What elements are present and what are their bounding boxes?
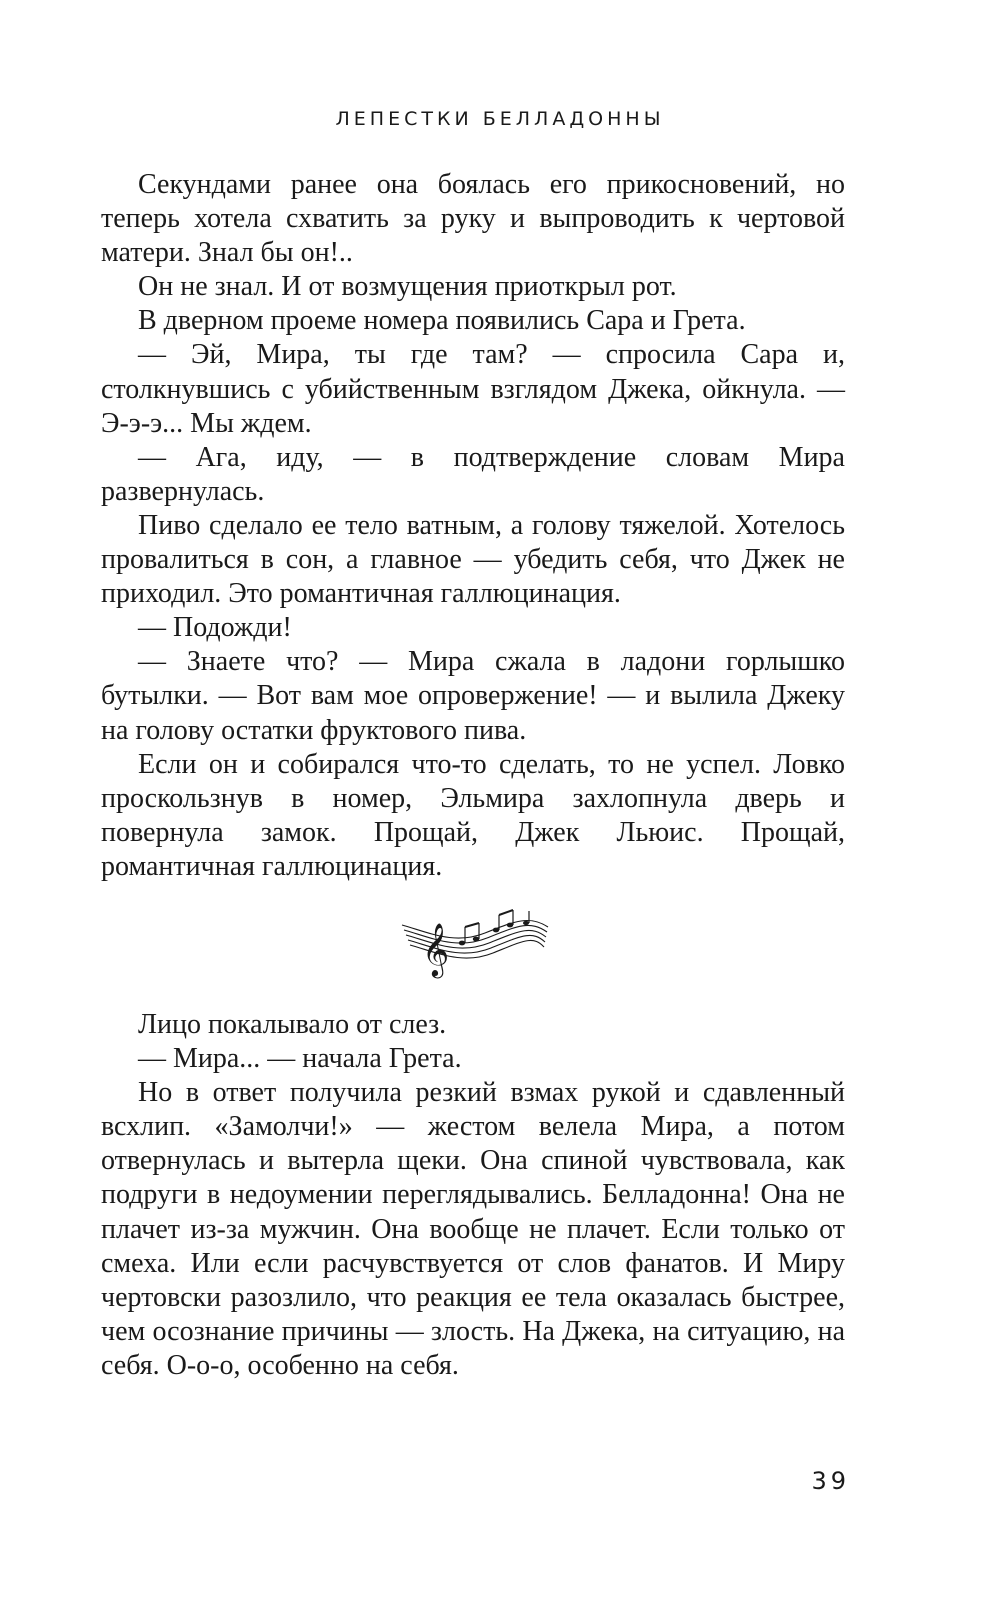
running-head-title: ЛЕПЕСТКИ БЕЛЛАДОННЫ — [335, 108, 665, 130]
text-section-2 — [101, 1008, 845, 1383]
paragraph: — Ага, иду, — в подтверждение словам Мира развернулась. — [101, 441, 845, 507]
paragraph: Лицо покалывало от слез. — [138, 1009, 447, 1040]
paragraph: Но в ответ получила резкий взмах рукой и сдавленный всхлип. «Замолчи!» — жестом велела Мира, а потом отвернулась и вытерла щеки. Она спиной чувствовала, как подруги в недоумении переглядывались. Белладонна! Она не плачет из-за мужчин. Она вообще не плачет. Если только от смеха. Или если расчувствуется от слов фанатов. И Миру чертовски разозлило, что реакция ее тела оказалась быстрее, чем осознание причины — злость. На Джека, на ситуацию, на себя. О-о-о, особенно на себя. — [101, 1077, 845, 1381]
paragraph: Он не знал. И от возмущения приоткрыл рот. — [138, 271, 677, 303]
paragraph: Секундами ранее она боялась его прикосновений, но теперь хотела схватить за руку и выпроводить к чертовой матери. Знал бы он!.. — [101, 169, 845, 269]
treble-clef-music-staff-icon — [400, 903, 550, 983]
svg-text:𝄞: 𝄞 — [422, 922, 450, 976]
text-section-1 — [101, 168, 845, 884]
paragraph: — Знаете что? — Мира сжала в ладони горлышко бутылки. — Вот вам мое опровержение! — и вылила Джеку на голову остатки фруктового пива. — [101, 646, 845, 746]
paragraph: Если он и собирался что-то сделать, то не успел. Ловко проскользнув в номер, Эльмира захлопнула дверь и повернула замок. Прощай, Джек Льюис. Прощай, романтичная галлюцинация. — [101, 748, 845, 882]
paragraph: Пиво сделало ее тело ватным, а голову тяжелой. Хотелось провалиться в сон, а главное — убедить себя, что Джек не приходил. Это романтичная галлюцинация. — [101, 509, 845, 610]
paragraph: В дверном проеме номера появились Сара и Грета. — [138, 305, 746, 337]
paragraph: — Мира... — начала Грета. — [138, 1043, 462, 1075]
page-number: 39 — [811, 1467, 850, 1495]
paragraph: — Подожди! — [138, 612, 292, 644]
paragraph: — Эй, Мира, ты где там? — спросила Сара и, столкнувшись с убийственным взглядом Джека, ойкнула. — Э-э-э... Мы ждем. — [101, 339, 845, 439]
